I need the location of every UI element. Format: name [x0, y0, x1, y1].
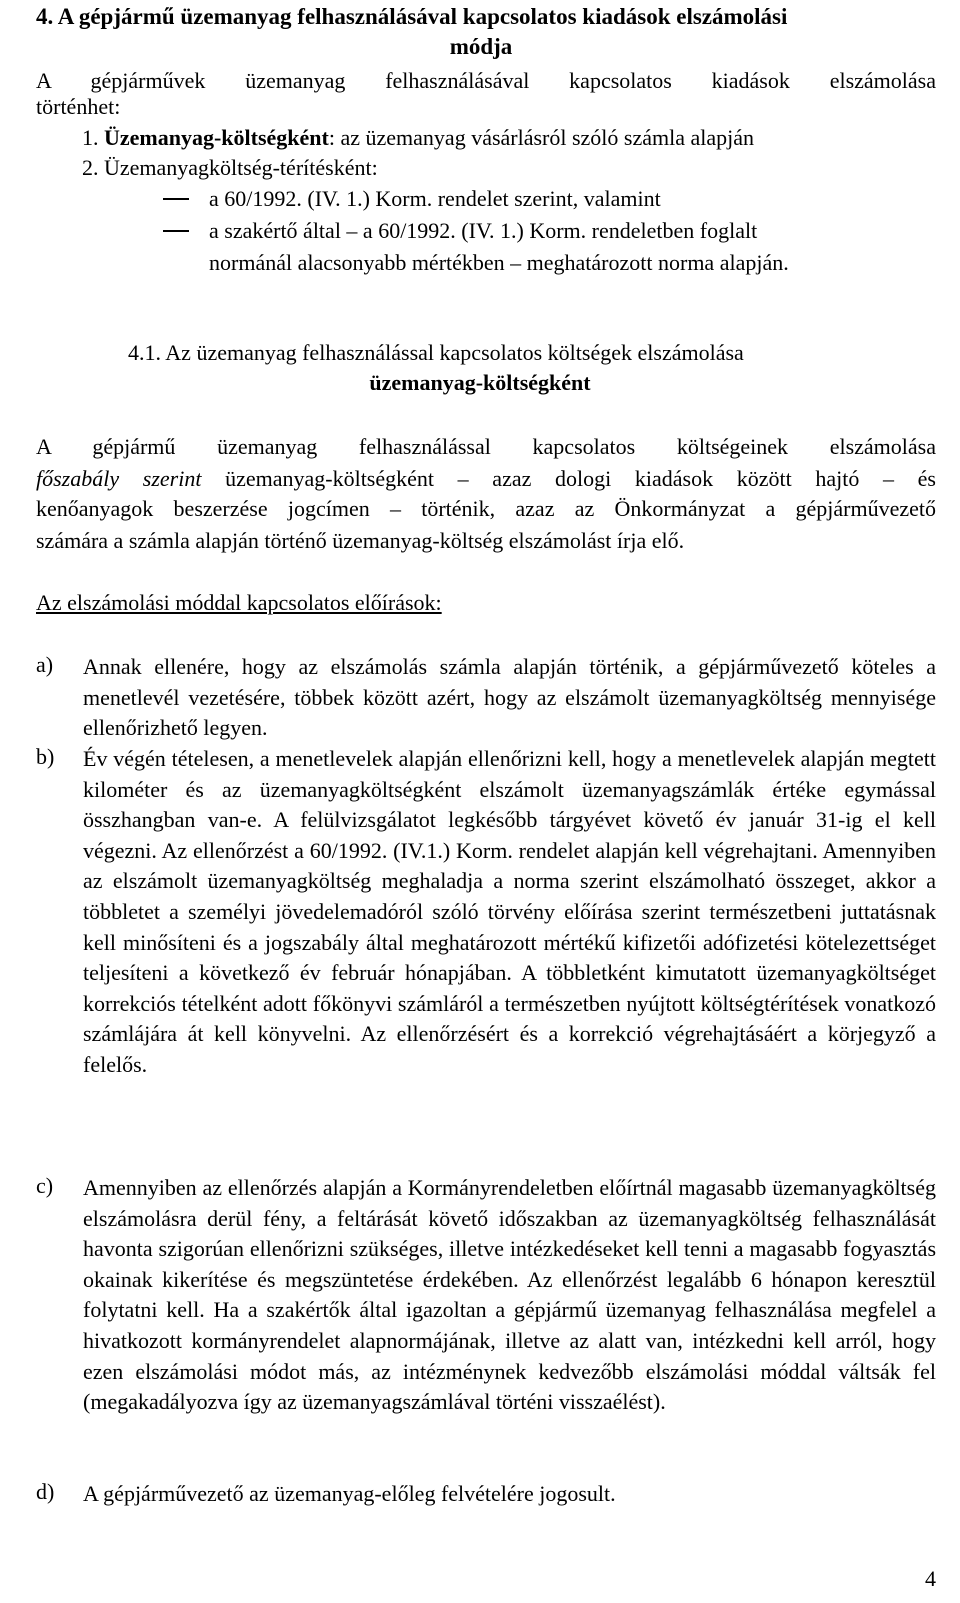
heading-line-2: módja — [449, 34, 513, 59]
sub-option-1 — [163, 186, 661, 212]
list-item-label: b) — [36, 744, 55, 769]
dash-icon — [163, 198, 189, 200]
sub-option-2 — [163, 218, 757, 244]
paragraph-line-3: kenőanyagok beszerzése jogcímen – történik, azaz az Önkormányzat a gépjárművezető — [36, 496, 936, 521]
page-number: 4 — [925, 1566, 936, 1591]
sub-option-2-text: a szakértő által – a 60/1992. (IV. 1.) Korm. rendeletben foglalt — [209, 218, 758, 243]
list-item-text: Év végén tételesen, a menetlevelek alapján ellenőrizni kell, hogy a menetlevelek alapján megtett kilométer és az üzemanyagköltségként elszámolt üzemanyagszámlák értéke egymással összhangban van-e. A felülvizsgálatot legkésőbb tárgyévet követő év január 31-ig el kell végezni. Az ellenőrzést a 60/1992. (IV.1.) Korm. rendelet alapján kell végrehajtani. Amennyiben az elszámolt üzemanyagköltség meghaladja a norma szerint elszámolható összeget, akkor a többletet a személyi jövedelemadóról szóló törvény előírása szerint természetbeni juttatásnak kell minősíteni és a jogszabály által meghatározott mértékű kifizetői adófizetési kötelezettséget teljesíteni a következő év február hónapjában. A többletként kimutatott üzemanyagköltséget korrekciós tételként adott főkönyvi számláról a természetben nyújtott költségtérítések vonatkozó számlájára át kell könyvelni. Az ellenőrzésért és a korrekció végrehajtásáért a körjegyző a felelős. — [83, 746, 936, 1077]
sub-option-2-line-2: normánál alacsonyabb mértékben – meghatározott norma alapján. — [209, 250, 789, 275]
list-item-label: d) — [36, 1479, 55, 1504]
list-item-text: Amennyiben az ellenőrzés alapján a Kormányrendeletben előírtnál magasabb üzemanyagköltség elszámolásra derül fény, a feltárását követő időszakban az üzemanyagköltség felhasználását havonta szigorúan ellenőrizni szükséges, illetve intézkedéseket kell tenni a magasabb fogyasztás okainak kikerítése és megszüntetése érdekében. Az ellenőrzést legalább 6 hónapon keresztül folytatni kell. Ha a szakértők által igazoltan a gépjármű üzemanyag felhasználása megfelel a hivatkozott kormányrendelet alapnormájának, illetve az alatt van, intézkedni kell arról, hogy ezen elszámolási módot más, az intézménynek kedvezőbb elszámolási móddal váltsák fel (megakadályozva így az üzemanyagszámlával történi visszaélést). — [83, 1175, 936, 1415]
list-item-text: A gépjárművezető az üzemanyag-előleg felvételére jogosult. — [83, 1481, 616, 1506]
list-item-text: Annak ellenére, hogy az elszámolás számla alapján történik, a gépjárművezető köteles a menetlevél vezetésére, többek között azért, hogy az elszámolt üzemanyagköltség mennyisége ellenőrizhető legyen. — [83, 654, 936, 741]
list-item-label: a) — [36, 652, 54, 677]
option-2: 2. Üzemanyagköltség-térítésként: — [82, 155, 378, 180]
heading-line-1: 4. A gépjármű üzemanyag felhasználásával kapcsolatos kiadások elszámolási — [36, 4, 788, 29]
option-1-bold: Üzemanyag-költségként — [104, 125, 329, 150]
rules-heading: Az elszámolási móddal kapcsolatos előírások: — [36, 590, 442, 615]
option-1-number: 1. — [82, 125, 99, 150]
subsection-title-line-1: 4.1. Az üzemanyag felhasználással kapcsolatos költségek elszámolása — [128, 340, 744, 365]
italic-phrase: főszabály szerint — [36, 466, 202, 491]
paragraph-line-2 — [36, 466, 936, 492]
option-1-rest: : az üzemanyag vásárlásról szóló számla alapján — [328, 125, 755, 150]
subsection-title-line-2: üzemanyag-költségként — [369, 370, 591, 395]
section-heading — [36, 2, 926, 62]
paragraph-line-4: számára a számla alapján történő üzemanyag-költség elszámolást írja elő. — [36, 528, 685, 553]
paragraph-line-2-rest: üzemanyag-költségként – azaz dologi kiadások között hajtó – és — [201, 466, 936, 491]
paragraph-line-1: A gépjármű üzemanyag felhasználással kapcsolatos költségeinek elszámolása — [36, 434, 936, 459]
intro-line-1: A gépjárművek üzemanyag felhasználásával kapcsolatos kiadások elszámolása — [36, 68, 936, 93]
intro-line-2: történhet: — [36, 94, 121, 119]
option-1 — [82, 125, 754, 151]
sub-option-1-text: a 60/1992. (IV. 1.) Korm. rendelet szerint, valamint — [209, 186, 661, 211]
list-item-label: c) — [36, 1173, 54, 1198]
dash-icon — [163, 230, 189, 232]
